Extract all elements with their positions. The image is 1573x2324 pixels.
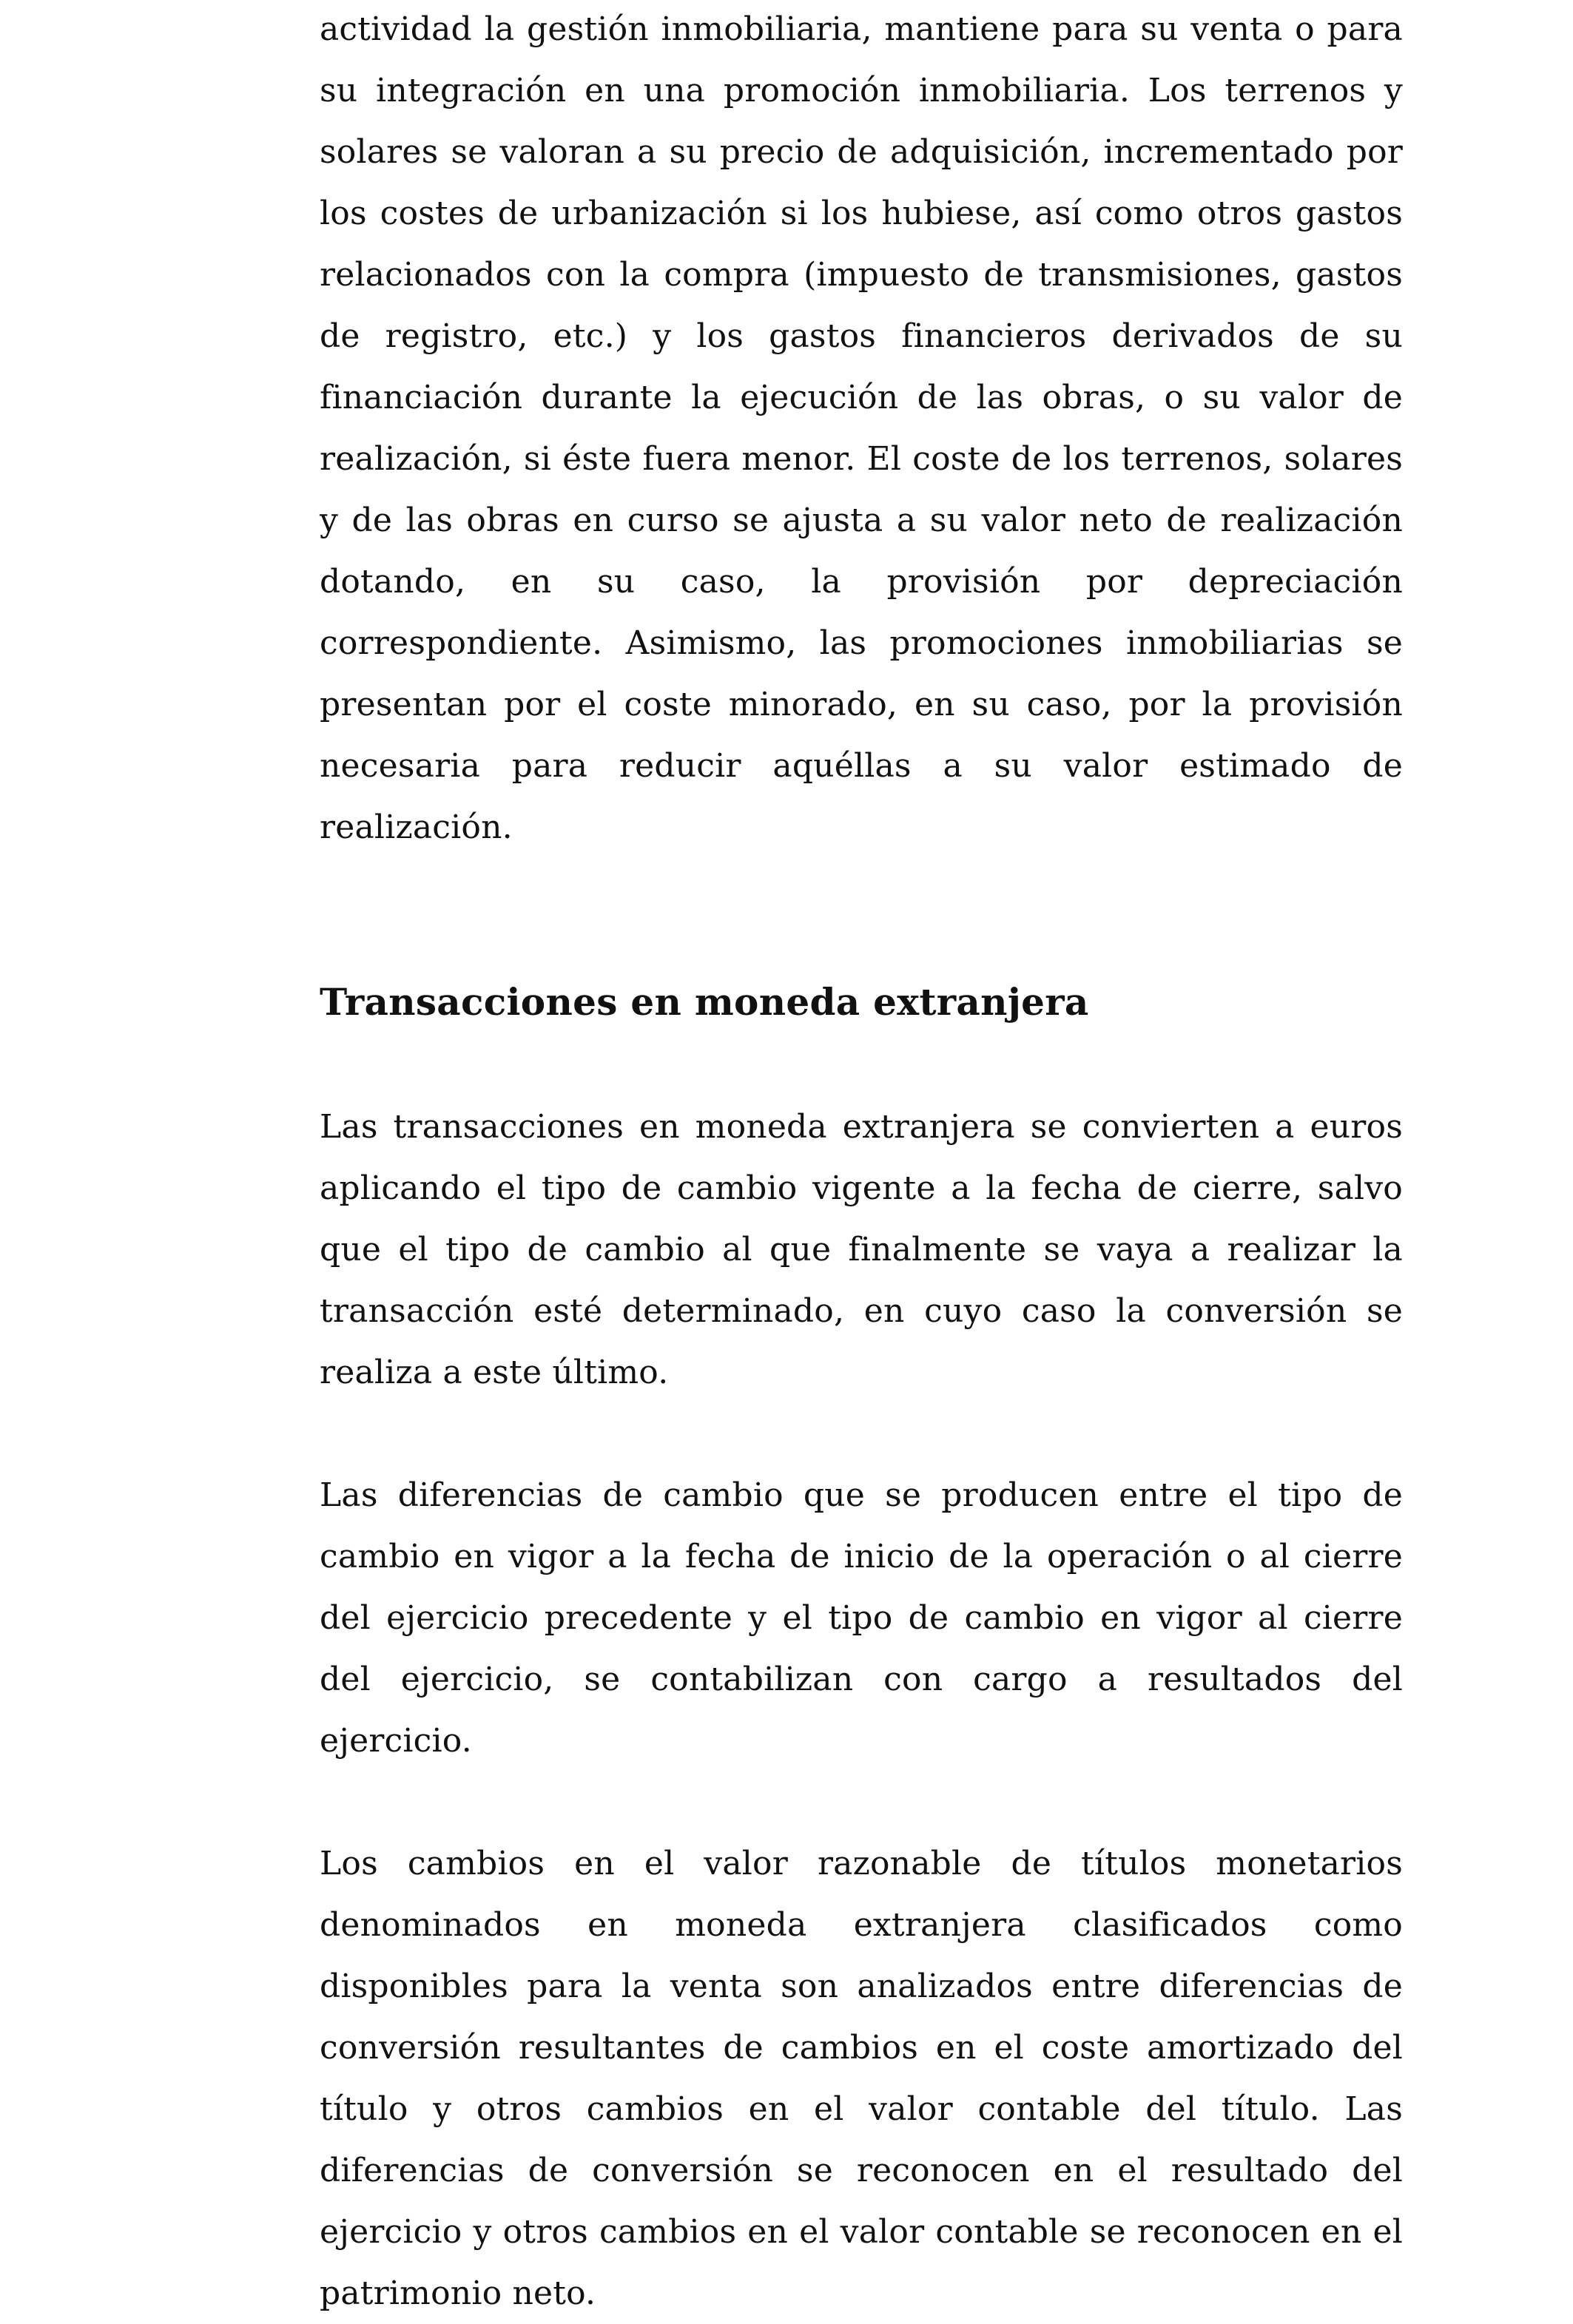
spacer <box>320 1028 1403 1096</box>
paragraph-exchange-differences: Las diferencias de cambio que se producen entre el tipo de cambio en vigor a la fecha de inicio de la operación o al cierre del ejercicio precedente y el tipo de cambio en vigor al cierre del ejercicio, se contabilizan con cargo a resultados del ejercicio. <box>320 1476 1403 1760</box>
document-page <box>320 0 1403 2324</box>
spacer <box>320 1771 1403 1833</box>
paragraph-currency-conversion: Las transacciones en moneda extranjera se convierten a euros aplicando el tipo de cambio vigente a la fecha de cierre, salvo que el tipo de cambio al que finalmente se vaya a realizar la transacción esté determinado, en cuyo caso la conversión se realiza a este último. <box>320 1108 1403 1391</box>
spacer <box>320 1403 1403 1465</box>
paragraph-inventory-valuation: actividad la gestión inmobiliaria, mantiene para su venta o para su integración en una promoción inmobiliaria. Los terrenos y solares se valoran a su precio de adquisición, incrementado por los costes de urbanización si los hubiese, así como otros gastos relacionados con la compra (impuesto de transmisiones, gastos de registro, etc.) y los gastos financieros derivados de su financiación durante la ejecución de las obras, o su valor de realización, si éste fuera menor. El coste de los terrenos, solares y de las obras en curso se ajusta a su valor neto de realización dotando, en su caso, la provisión por depreciación correspondiente. Asimismo, las promociones inmobiliarias se presentan por el coste minorado, en su caso, por la provisión necesaria para reducir aquéllas a su valor estimado de realización. <box>320 10 1403 846</box>
paragraph-fair-value-changes: Los cambios en el valor razonable de títulos monetarios denominados en moneda extranjera clasificados como disponibles para la venta son analizados entre diferencias de conversión resultantes de cambios en el coste amortizado del título y otros cambios en el valor contable del título. Las diferencias de conversión se reconocen en el resultado del ejercicio y otros cambios en el valor contable se reconocen en el patrimonio neto. <box>320 1845 1403 2312</box>
spacer <box>320 858 1403 976</box>
section-heading-foreign-currency: Transacciones en moneda extranjera <box>320 980 1089 1024</box>
